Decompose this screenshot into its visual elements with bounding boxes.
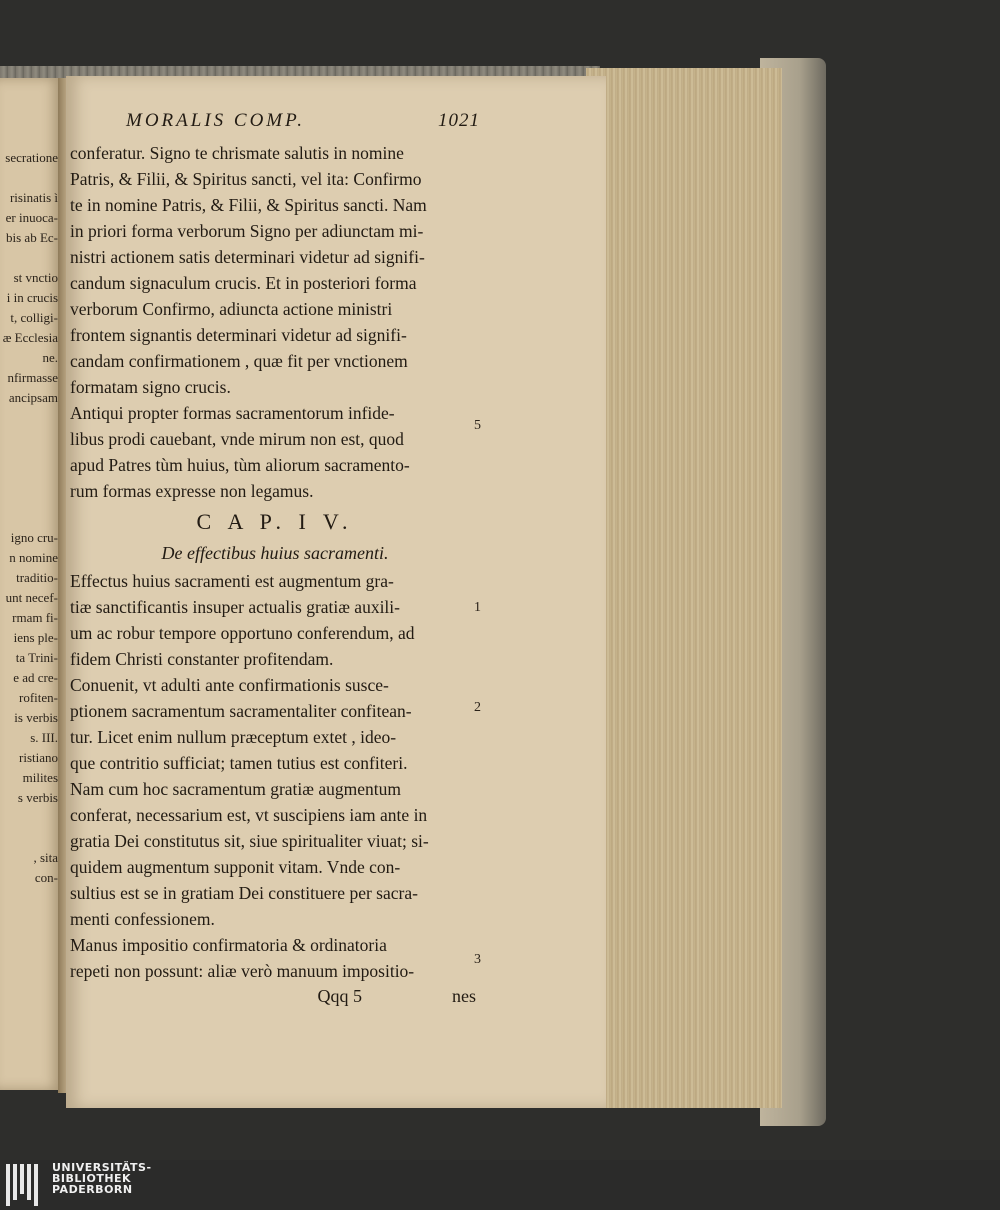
- text-line: ta Trini-: [15, 650, 58, 665]
- paragraphs-after: [70, 568, 480, 984]
- text-line: is verbis: [14, 710, 58, 725]
- text-line: que contritio sufficiat; tamen tutius est confiteri.: [70, 753, 408, 773]
- text-line: er inuoca-: [5, 210, 58, 225]
- catchword: nes: [452, 986, 476, 1006]
- margin-number: 5: [474, 418, 481, 433]
- text-line: con-: [34, 870, 58, 885]
- chapter-subtitle: De effectibus huius sacramenti.: [161, 543, 389, 563]
- text-line: rum formas expresse non legamus.: [70, 481, 314, 501]
- text-line: [0, 168, 58, 188]
- text-line: milites: [22, 770, 58, 785]
- text-line: Antiqui propter formas sacramentorum infide-: [70, 403, 395, 423]
- text-line: gratia Dei constitutus sit, siue spiritualiter viuat; si-: [70, 831, 429, 851]
- text-line: st vnctio: [13, 270, 58, 285]
- text-line: bis ab Ec-: [6, 230, 58, 245]
- text-line: æ Ecclesia: [2, 330, 58, 345]
- text-line: [0, 468, 58, 488]
- text-line: traditio-: [16, 570, 58, 585]
- text-line: Effectus huius sacramenti est augmentum gra-: [70, 571, 394, 591]
- running-head: MORALIS COMP.: [126, 110, 306, 131]
- page-edges: [586, 68, 782, 1108]
- text-line: tiæ sanctificantis insuper actualis gratiæ auxili-: [70, 597, 400, 617]
- text-line: e ad cre-: [13, 670, 58, 685]
- page-number: 1021: [438, 110, 480, 131]
- text-line: [0, 808, 58, 828]
- text-line: igno cru-: [10, 530, 58, 545]
- text-line: repeti non possunt: aliæ verò manuum impositio-: [70, 961, 415, 981]
- text-line: sultius est se in gratiam Dei constituere per sacra-: [70, 883, 418, 903]
- paragraphs-before: [70, 140, 480, 504]
- page-footer: [70, 986, 480, 1014]
- text-line: tur. Licet enim nullum præceptum extet , ideo-: [70, 727, 397, 747]
- text-line: te in nomine Patris, & Filii, & Spiritus sancti. Nam: [70, 195, 427, 215]
- logo-line: PADERBORN: [52, 1183, 133, 1196]
- text-line: unt necef-: [5, 590, 58, 605]
- text-line: apud Patres tùm huius, tùm aliorum sacramento-: [70, 455, 410, 475]
- text-line: i in crucis: [6, 290, 58, 305]
- text-line: conferat, necessarium est, vt suscipiens iam ante in: [70, 805, 428, 825]
- text-line: in priori forma verborum Signo per adiunctam mi-: [70, 221, 424, 241]
- text-line: Manus impositio confirmatoria & ordinatoria: [70, 935, 387, 955]
- logo-line: BIBLIOTHEK: [52, 1172, 132, 1185]
- page-text: [70, 110, 480, 1014]
- text-line: um ac robur tempore opportuno conferendum, ad: [70, 623, 415, 643]
- text-line: iens ple-: [13, 630, 58, 645]
- text-line: [0, 828, 58, 848]
- text-line: [0, 428, 58, 448]
- text-line: verborum Confirmo, adiuncta actione ministri: [70, 299, 393, 319]
- margin-number: 2: [474, 700, 481, 715]
- library-logo-text: [52, 1162, 152, 1195]
- text-line: n nomine: [9, 550, 58, 565]
- text-line: ne.: [42, 350, 58, 365]
- logo-line: UNIVERSITÄTS-: [52, 1161, 152, 1174]
- text-line: libus prodi cauebant, vnde mirum non est, quod: [70, 429, 404, 449]
- text-line: [0, 508, 58, 528]
- text-line: , sita: [33, 850, 58, 865]
- text-line: candum signaculum crucis. Et in posteriori forma: [70, 273, 417, 293]
- text-line: risinatis ì: [9, 190, 58, 205]
- text-line: candam confirmationem , quæ fit per vnctionem: [70, 351, 408, 371]
- text-line: frontem signantis determinari videtur ad signifi-: [70, 325, 407, 345]
- text-line: menti confessionem.: [70, 909, 215, 929]
- margin-number: 1: [474, 600, 481, 615]
- margin-number: 3: [474, 952, 481, 967]
- text-line: ristiano: [19, 750, 58, 765]
- running-header: [126, 110, 480, 140]
- left-page: [0, 78, 62, 1090]
- text-line: [0, 448, 58, 468]
- library-logo-icon: [6, 1164, 46, 1206]
- text-line: conferatur. Signo te chrismate salutis in nomine: [70, 143, 404, 163]
- text-line: Conuenit, vt adulti ante confirmationis susce-: [70, 675, 389, 695]
- text-line: ancipsam: [8, 390, 58, 405]
- text-line: Nam cum hoc sacramentum gratiæ augmentum: [70, 779, 401, 799]
- text-line: [0, 248, 58, 268]
- text-line: t, colligi-: [10, 310, 58, 325]
- text-line: rmam fi-: [12, 610, 58, 625]
- text-line: nistri actionem satis determinari videtur ad signifi-: [70, 247, 425, 267]
- text-line: s verbis: [17, 790, 58, 805]
- text-line: secratione: [5, 150, 58, 165]
- text-line: nfirmasse: [7, 370, 58, 385]
- text-line: fidem Christi constanter profitendam.: [70, 649, 334, 669]
- text-line: Patris, & Filii, & Spiritus sancti, vel ita: Confirmo: [70, 169, 422, 189]
- signature-mark: Qqq 5: [317, 986, 362, 1006]
- chapter-heading: C A P. I V.: [196, 509, 354, 534]
- text-line: rofiten-: [19, 690, 58, 705]
- text-line: quidem augmentum supponit vitam. Vnde con-: [70, 857, 401, 877]
- text-line: [0, 408, 58, 428]
- left-page-text: [0, 148, 58, 888]
- text-line: [0, 488, 58, 508]
- text-line: s. III.: [30, 730, 58, 745]
- text-line: ptionem sacramentum sacramentaliter confitean-: [70, 701, 412, 721]
- text-line: formatam signo crucis.: [70, 377, 231, 397]
